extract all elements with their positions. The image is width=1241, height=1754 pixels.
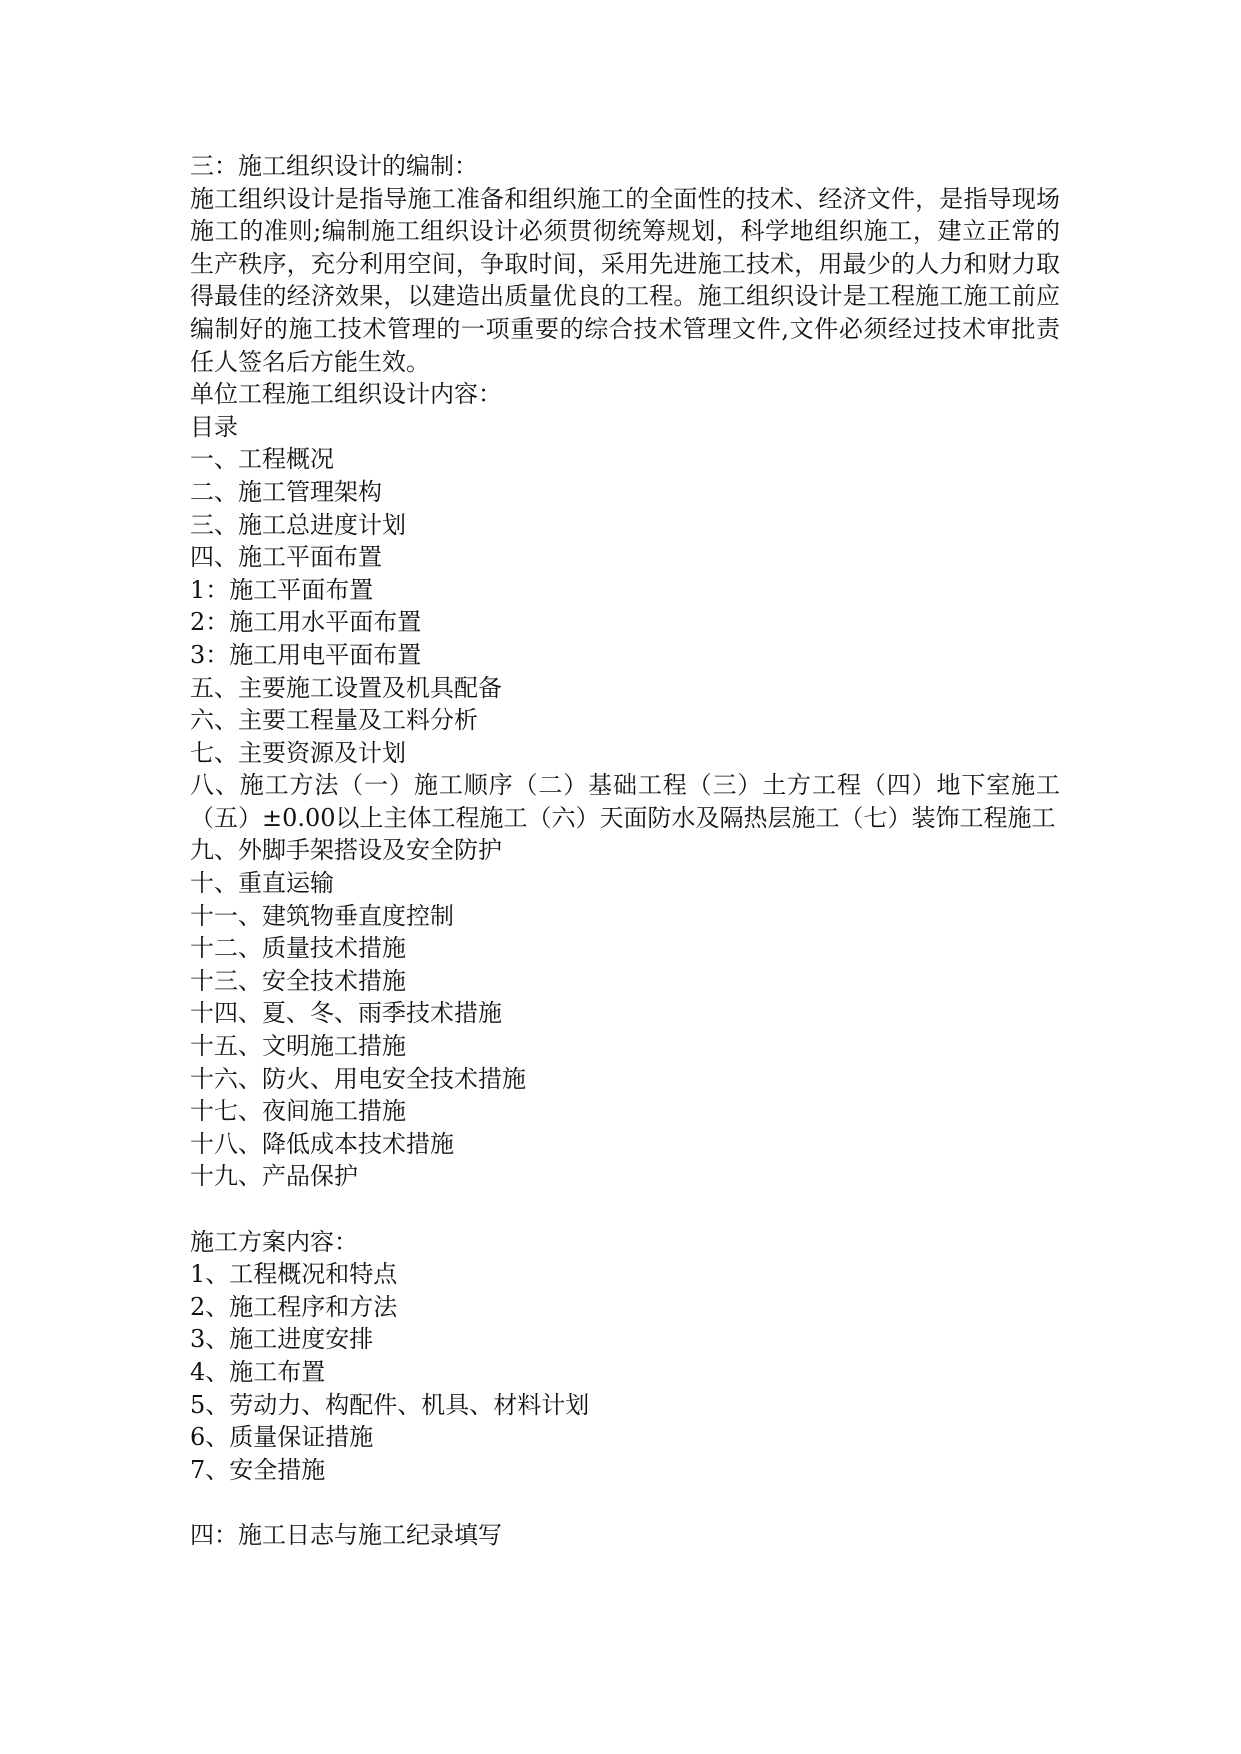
toc-subitem: 1：施工平面布置 <box>190 575 374 604</box>
toc-item: 十一、建筑物垂直度控制 <box>190 901 454 930</box>
toc-item: 十九、产品保护 <box>190 1162 358 1191</box>
toc-item: 七、主要资源及计划 <box>190 738 406 767</box>
toc-item: 三、施工总进度计划 <box>190 510 406 539</box>
section-3-paragraph: 施工组织设计是指导施工准备和组织施工的全面性的技术、经济文件，是指导现场施工的准则;编制施工组织设计必须贯彻统筹规划，科学地组织施工，建立正常的生产秩序，充分利用空间，争取时间，采用先进施工技术，用最少的人力和财力取得最佳的经济效果，以建造出质量优良的工程。施工组织设计是工程施工施工前应编制好的施工技术管理的一项重要的综合技术管理文件,文件必须经过技术审批责任人签名后方能生效。 <box>190 184 1060 376</box>
toc-item: 一、工程概况 <box>190 445 334 474</box>
toc-item: 五、主要施工设置及机具配备 <box>190 673 502 702</box>
toc-item: 十六、防火、用电安全技术措施 <box>190 1064 526 1093</box>
toc-subitem: 2：施工用水平面布置 <box>190 608 422 637</box>
toc-item: 二、施工管理架构 <box>190 477 382 506</box>
toc-list <box>190 443 1060 1193</box>
scheme-item: 1、工程概况和特点 <box>190 1260 398 1289</box>
toc-subitem: 3：施工用电平面布置 <box>190 640 422 669</box>
scheme-item: 2、施工程序和方法 <box>190 1292 398 1321</box>
blank-line <box>190 1486 1060 1519</box>
toc-item: 六、主要工程量及工料分析 <box>190 706 478 735</box>
toc-item: 四、施工平面布置 <box>190 543 382 572</box>
scheme-heading: 施工方案内容： <box>190 1227 358 1256</box>
toc-item: 十、重直运输 <box>190 869 334 898</box>
toc-item: 十四、夏、冬、雨季技术措施 <box>190 999 502 1028</box>
toc-item: 十七、夜间施工措施 <box>190 1097 406 1126</box>
scheme-item: 7、安全措施 <box>190 1455 326 1484</box>
unit-design-heading: 单位工程施工组织设计内容： <box>190 380 502 409</box>
toc-heading: 目录 <box>190 412 238 441</box>
toc-item: 十三、安全技术措施 <box>190 966 406 995</box>
document-page <box>190 150 1060 1552</box>
blank-line <box>190 1193 1060 1226</box>
scheme-item: 3、施工进度安排 <box>190 1325 374 1354</box>
toc-item: 九、外脚手架搭设及安全防护 <box>190 836 502 865</box>
scheme-item: 6、质量保证措施 <box>190 1423 374 1452</box>
scheme-item: 5、劳动力、构配件、机具、材料计划 <box>190 1390 590 1419</box>
scheme-list <box>190 1258 1060 1486</box>
toc-item: 十八、降低成本技术措施 <box>190 1129 454 1158</box>
toc-item: 十二、质量技术措施 <box>190 934 406 963</box>
toc-item: 十五、文明施工措施 <box>190 1032 406 1061</box>
section-3-heading: 三：施工组织设计的编制： <box>190 152 478 180</box>
scheme-item: 4、施工布置 <box>190 1357 326 1386</box>
toc-item-construction-methods: 八、施工方法（一）施工顺序（二）基础工程（三）土方工程（四）地下室施工（五）±0.00以上主体工程施工（六）天面防水及隔热层施工（七）装饰工程施工 <box>190 771 1060 832</box>
section-4-heading: 四：施工日志与施工纪录填写 <box>190 1520 502 1549</box>
